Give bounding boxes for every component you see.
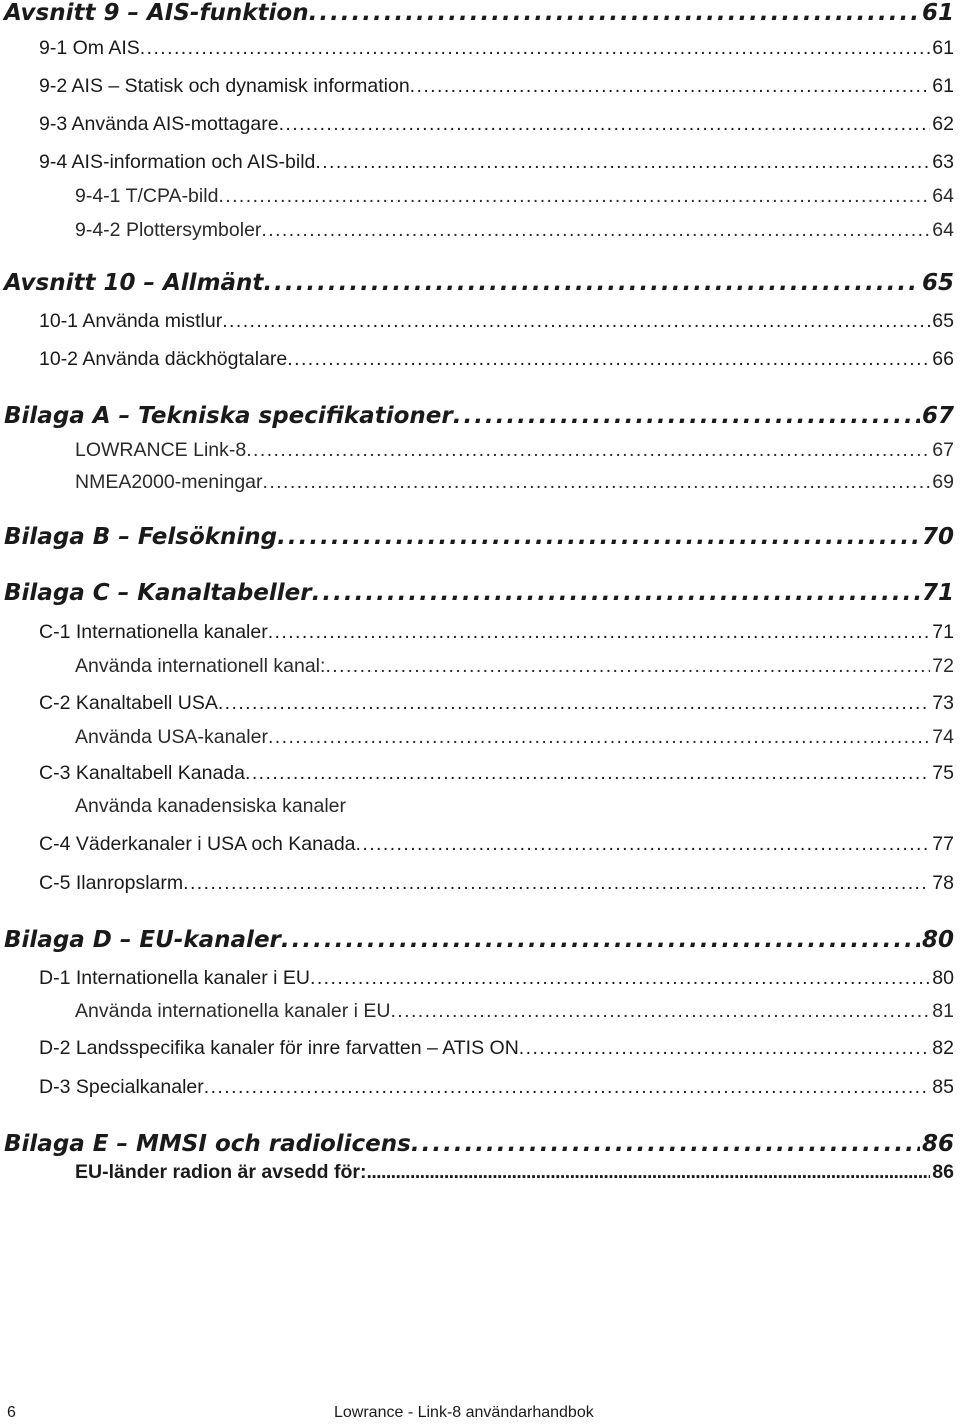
- toc-entry[interactable]: [0, 1161, 954, 1184]
- toc-entry-title: 10-2 Använda däckhögtalare: [39, 348, 288, 370]
- toc-entry-title: C-2 Kanaltabell USA: [39, 692, 218, 714]
- toc-entry[interactable]: [0, 0, 954, 26]
- toc-dot-leader: [366, 1161, 930, 1184]
- toc-dot-leader: [310, 967, 930, 990]
- toc-entry[interactable]: [0, 1131, 954, 1157]
- toc-entry[interactable]: [0, 795, 954, 818]
- toc-entry[interactable]: [0, 37, 954, 60]
- toc-entry[interactable]: [0, 219, 954, 242]
- toc-dot-leader: [287, 348, 930, 371]
- toc-entry-title: D-1 Internationella kanaler i EU: [39, 967, 310, 989]
- toc-entry[interactable]: [0, 621, 954, 644]
- toc-entry-page: 78: [932, 872, 954, 894]
- toc-dot-leader: [245, 762, 930, 785]
- toc-entry-page: 64: [932, 185, 954, 207]
- toc-entry-page: 65: [921, 270, 954, 296]
- toc-entry-page: 62: [932, 113, 954, 135]
- toc-entry[interactable]: [0, 75, 954, 98]
- toc-entry[interactable]: [0, 726, 954, 749]
- toc-entry-title: Använda internationella kanaler i EU: [75, 1000, 391, 1022]
- toc-dot-leader: [218, 185, 930, 208]
- toc-entry[interactable]: [0, 967, 954, 990]
- toc-dot-leader: [140, 37, 931, 60]
- toc-dot-leader: [263, 471, 931, 494]
- toc-entry-title: Avsnitt 10 – Allmänt: [4, 270, 264, 296]
- toc-entry-page: 86: [921, 1131, 954, 1157]
- toc-entry[interactable]: [0, 1000, 954, 1023]
- toc-entry-page: 65: [932, 310, 954, 332]
- toc-entry-page: 71: [921, 580, 954, 606]
- toc-entry-page: 64: [932, 219, 954, 241]
- toc-dot-leader: [183, 872, 930, 895]
- toc-entry-page: 82: [932, 1037, 954, 1059]
- toc-entry-title: C-1 Internationella kanaler: [39, 621, 268, 643]
- toc-entry[interactable]: [0, 833, 954, 856]
- toc-entry-title: NMEA2000-meningar: [75, 471, 263, 493]
- toc-entry-title: 9-1 Om AIS: [39, 37, 140, 59]
- toc-entry-title: 9-3 Använda AIS-mottagare: [39, 113, 279, 135]
- toc-entry-title: LOWRANCE Link-8: [75, 439, 247, 461]
- toc-entry[interactable]: [0, 580, 954, 606]
- toc-entry-title: Bilaga D – EU-kanaler: [4, 927, 281, 953]
- toc-entry[interactable]: [0, 655, 954, 678]
- toc-entry-page: 71: [932, 621, 954, 643]
- toc-dot-leader: [246, 439, 930, 462]
- toc-dot-leader: [218, 692, 930, 715]
- toc-entry-title: Använda kanadensiska kanaler: [75, 795, 347, 817]
- toc-entry-title: 9-4-1 T/CPA-bild: [75, 185, 219, 207]
- toc-entry[interactable]: [0, 762, 954, 785]
- toc-entry[interactable]: [0, 1076, 954, 1099]
- toc-entry-page: 67: [932, 439, 954, 461]
- toc-entry-title: D-2 Landsspecifika kanaler för inre farvatten – ATIS ON: [39, 1037, 519, 1059]
- toc-entry-title: C-3 Kanaltabell Kanada: [39, 762, 245, 784]
- toc-dot-leader: [309, 0, 920, 26]
- toc-dot-leader: [519, 1037, 931, 1060]
- toc-entry[interactable]: [0, 185, 954, 208]
- toc-entry-page: 66: [932, 348, 954, 370]
- toc-entry[interactable]: [0, 872, 954, 895]
- toc-dot-leader: [268, 726, 930, 749]
- toc-entry[interactable]: [0, 927, 954, 953]
- toc-entry-title: 9-4-2 Plottersymboler: [75, 219, 262, 241]
- toc-entry-page: 67: [921, 403, 954, 429]
- toc-entry-title: Avsnitt 9 – AIS-funktion: [4, 0, 309, 26]
- toc-entry-page: 80: [921, 927, 954, 953]
- toc-dot-leader: [261, 219, 930, 242]
- toc-dot-leader: [453, 403, 920, 429]
- toc-entry-page: 75: [932, 762, 954, 784]
- toc-entry[interactable]: [0, 692, 954, 715]
- toc-entry-title: Bilaga C – Kanaltabeller: [4, 580, 312, 606]
- toc-entry[interactable]: [0, 310, 954, 333]
- toc-dot-leader: [222, 310, 930, 333]
- toc-entry-title: C-5 Ilanropslarm: [39, 872, 184, 894]
- toc-dot-leader: [263, 270, 920, 296]
- toc-entry-title: EU-länder radion är avsedd för:: [75, 1161, 367, 1183]
- toc-entry[interactable]: [0, 524, 954, 550]
- toc-dot-leader: [410, 75, 931, 98]
- toc-entry-title: C-4 Väderkanaler i USA och Kanada: [39, 833, 356, 855]
- footer-page-number: 6: [7, 1404, 16, 1421]
- toc-dot-leader: [390, 1000, 930, 1023]
- toc-entry-title: Bilaga B – Felsökning: [4, 524, 278, 550]
- toc-entry[interactable]: [0, 439, 954, 462]
- toc-dot-leader: [281, 927, 920, 953]
- toc-entry[interactable]: [0, 113, 954, 136]
- toc-entry-page: 73: [932, 692, 954, 714]
- toc-entry-title: Använda internationell kanal:: [75, 655, 326, 677]
- toc-dot-leader: [315, 151, 930, 174]
- toc-dot-leader: [204, 1076, 931, 1099]
- toc-entry-page: 72: [932, 655, 954, 677]
- toc-dot-leader: [325, 655, 930, 678]
- toc-entry-title: Bilaga A – Tekniska specifikationer: [4, 403, 453, 429]
- toc-dot-leader: [279, 113, 931, 136]
- toc-entry-page: 80: [932, 967, 954, 989]
- toc-entry[interactable]: [0, 348, 954, 371]
- toc-entry-page: 61: [921, 0, 954, 26]
- toc-entry-page: 69: [932, 471, 954, 493]
- toc-dot-leader: [277, 524, 920, 550]
- toc-entry-title: D-3 Specialkanaler: [39, 1076, 204, 1098]
- toc-entry-page: 85: [932, 1076, 954, 1098]
- toc-entry-page: 61: [932, 37, 954, 59]
- footer-document-title: Lowrance - Link-8 användarhandbok: [334, 1404, 594, 1421]
- toc-entry-page: 74: [932, 726, 954, 748]
- toc-entry[interactable]: [0, 151, 954, 174]
- toc-entry-page: 63: [932, 151, 954, 173]
- toc-entry[interactable]: [0, 403, 954, 429]
- toc-entry-page: 77: [932, 833, 954, 855]
- toc-dot-leader: [268, 621, 931, 644]
- toc-entry-page: 81: [932, 1000, 954, 1022]
- toc-entry-title: Använda USA-kanaler: [75, 726, 268, 748]
- toc-entry-page: 70: [921, 524, 954, 550]
- toc-entry[interactable]: [0, 270, 954, 296]
- toc-entry-page: 86: [932, 1161, 954, 1183]
- toc-entry[interactable]: [0, 471, 954, 494]
- toc-entry[interactable]: [0, 1037, 954, 1060]
- toc-entry-title: Bilaga E – MMSI och radiolicens: [4, 1131, 411, 1157]
- toc-dot-leader: [411, 1131, 920, 1157]
- toc-entry-title: 9-2 AIS – Statisk och dynamisk information: [39, 75, 410, 97]
- toc-entry-title: 9-4 AIS-information och AIS-bild: [39, 151, 316, 173]
- toc-dot-leader: [312, 580, 920, 606]
- toc-dot-leader: [356, 833, 931, 856]
- toc-entry-title: 10-1 Använda mistlur: [39, 310, 223, 332]
- toc-entry-page: 61: [932, 75, 954, 97]
